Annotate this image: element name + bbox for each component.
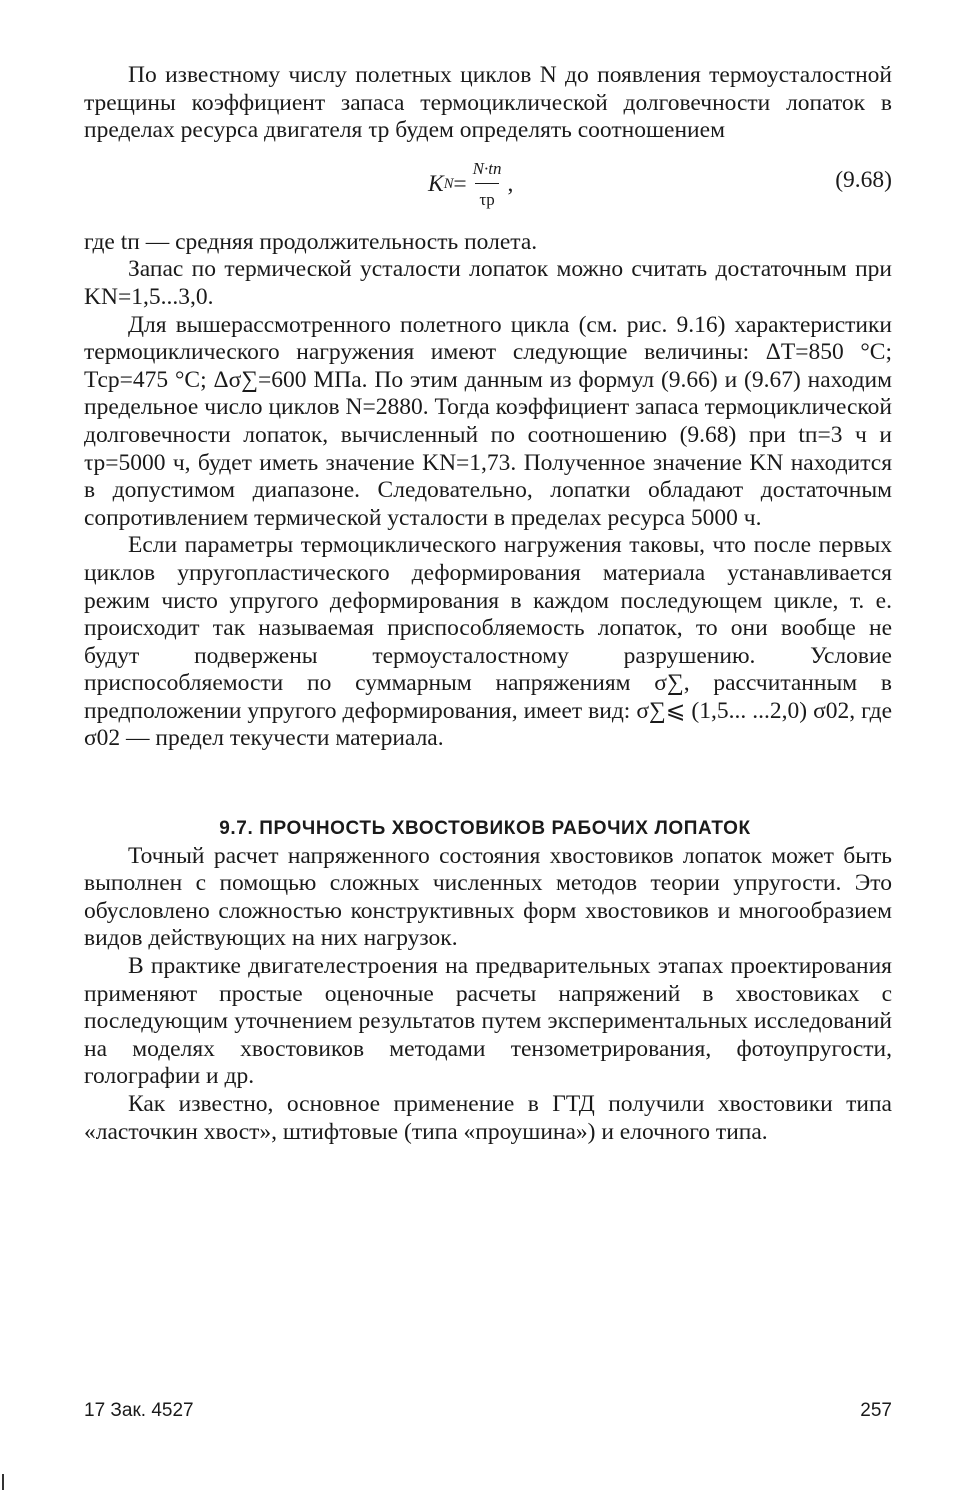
- formula-expression: [428, 155, 513, 214]
- formula-equals: =: [453, 170, 467, 197]
- paragraph-where: где tп — средняя продолжительность полета.: [84, 228, 538, 255]
- formula-numerator: N·tп: [472, 158, 502, 178]
- formula-9-68: [84, 151, 892, 227]
- formula-lhs: K: [428, 170, 444, 197]
- page-body: [84, 62, 892, 1146]
- formula-lhs-sub: N: [443, 175, 454, 192]
- formula-fraction: [469, 155, 506, 214]
- section-gap: [84, 753, 892, 815]
- paragraph-intro: По известному числу полетных циклов N до появления термоусталостной трещины коэффициент запаса термоциклической долговечности лопаток в пределах ресурса двигателя τр будем определять соотношением: [84, 62, 892, 144]
- scan-edge-mark: [2, 1474, 4, 1490]
- paragraph-exact-calc: Точный расчет напряженного состояния хвостовиков лопаток может быть выполнен с помощью сложных численных методов теории упругости. Это обусловлено сложностью конструктивных форм хвостовиков и многообразием видов действующих на них нагрузок.: [84, 842, 892, 952]
- section-heading: 9.7. ПРОЧНОСТЬ ХВОСТОВИКОВ РАБОЧИХ ЛОПАТОК: [219, 818, 751, 840]
- paragraph-shakedown: Если параметры термоциклического нагружения таковы, что после первых циклов упругопластического деформирования материала устанавливается режим чисто упругого деформирования в каждом последующем цикле, т. е. происходит так называемая приспособляемость лопаток, то они вообще не будут подвержены термоусталостному разрушению. Условие приспособляемости по суммарным напряжениям σ∑, рассчитанным в предположении упругого деформирования, имеет вид: σ∑⩽ (1,5... ...2,0) σ02, где σ02 — предел текучести материала.: [84, 532, 892, 752]
- print-order-mark: 17 Зак. 4527: [84, 1400, 194, 1421]
- paragraph-types: Как известно, основное применение в ГТД получили хвостовики типа «ласточкин хвост», штифтовые (типа «проушина») и елочного типа.: [84, 1091, 892, 1145]
- paragraph-practice: В практике двигателестроения на предварительных этапах проектирования применяют простые оценочные расчеты напряжений в хвостовиках с последующим уточнением результатов путем экспериментальных исследований на моделях хвостовиков методами тензометрирования, фотоупругости, голографии и др.: [84, 953, 892, 1090]
- paragraph-example: Для вышерассмотренного полетного цикла (см. рис. 9.16) характеристики термоциклического нагружения имеют следующие величины: ΔT=850 °С; Тср=475 °С; Δσ∑=600 МПа. По этим данным из формул (9.66) и (9.67) находим предельное число циклов N=2880. Тогда коэффициент запаса термоциклической долговечности лопаток, вычисленный по соотношению (9.68) при tп=3 ч и τр=5000 ч, будет иметь значение KN=1,73. Полученное значение KN находится в допустимом диапазоне. Следовательно, лопатки обладают достаточным сопротивлением термической усталости в пределах ресурса 5000 ч.: [84, 311, 892, 531]
- page-number: 257: [860, 1400, 892, 1421]
- formula-denominator: τр: [475, 183, 498, 214]
- paragraph-margin: Запас по термической усталости лопаток можно считать достаточным при KN=1,5...3,0.: [84, 256, 892, 310]
- equation-number: (9.68): [835, 166, 892, 193]
- formula-trail: ,: [507, 170, 514, 197]
